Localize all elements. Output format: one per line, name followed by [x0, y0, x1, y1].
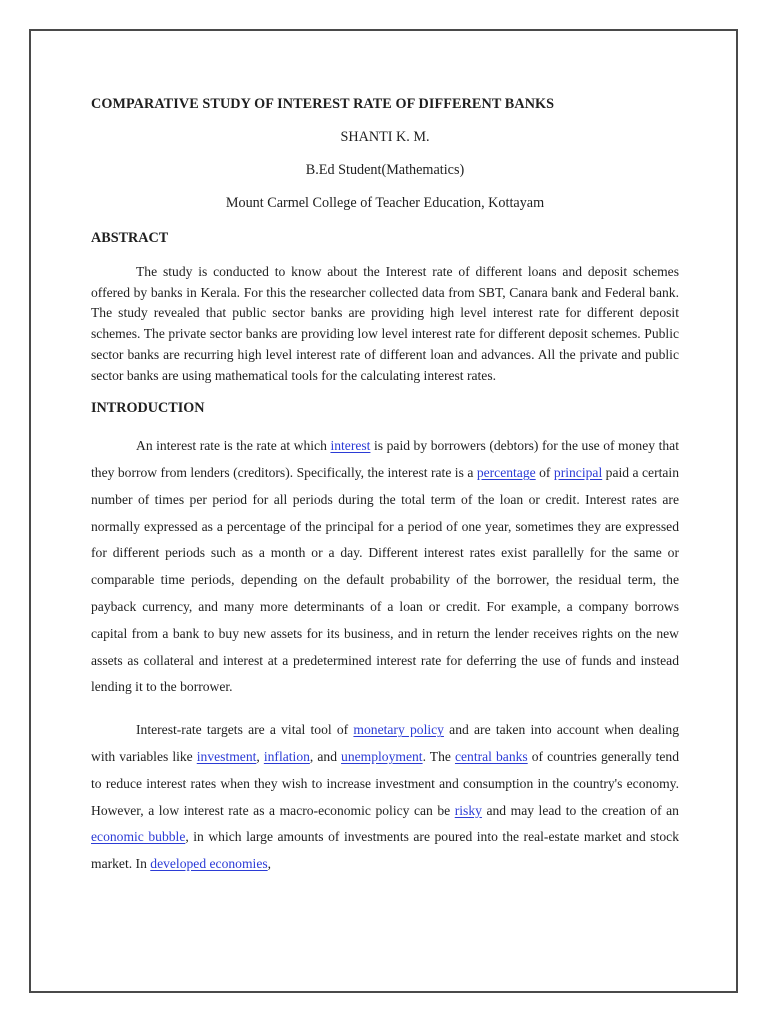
author-institution: Mount Carmel College of Teacher Education, Kottayam — [225, 195, 545, 211]
paragraph-text: . The — [422, 748, 455, 764]
paragraph-text: paid a certain number of times per period for all periods during the total term of the loan or credit. Interest rates are normally expressed as a percentage of the principal for a period of one year, sometimes they are expressed for different periods such as a month or a day. Different interest rates exist parallelly for the same or comparable time periods, depending on the default probability of the borrower, the residual term, the payback currency, and many more determinants of a loan or credit. For example, a company borrows capital from a bank to buy new assets for its business, and in return the lender receives rights on the new assets as collateral and interest at a predetermined interest rate for deferring the use of funds and instead lending it to the borrower. — [91, 465, 679, 695]
link-interest[interactable]: interest — [330, 438, 371, 454]
abstract-paragraph: The study is conducted to know about the Interest rate of different loans and deposit schemes offered by banks in Kerala. For this the researcher collected data from SBT, Canara bank and Federal bank. The study revealed that public sector banks are providing high level interest rate for different deposit schemes. The private sector banks are providing low level interest rate for different deposit schemes. Public sector banks are recurring high level interest rate of different loan and advances. All the private and public sector banks are using mathematical tools for the calculating interest rates. — [91, 264, 679, 383]
paragraph-text: of — [535, 465, 554, 481]
paragraph-text: An interest rate is the rate at which — [136, 438, 331, 454]
abstract-heading: ABSTRACT — [91, 230, 169, 246]
document-page — [29, 29, 738, 993]
paragraph-text: and are taken into account when dealing with variables like — [91, 722, 679, 764]
introduction-paragraph-2 — [91, 717, 679, 878]
document-content — [91, 91, 679, 878]
introduction-heading: INTRODUCTION — [91, 400, 205, 417]
author-name: SHANTI K. M. — [340, 129, 430, 145]
link-inflation[interactable]: inflation — [263, 748, 310, 764]
document-title: COMPARATIVE STUDY OF INTEREST RATE OF DIFFERENT BANKS — [91, 96, 555, 112]
link-unemployment[interactable]: unemployment — [341, 748, 423, 764]
link-principal[interactable]: principal — [553, 465, 603, 481]
link-monetary-policy[interactable]: monetary policy — [353, 722, 444, 738]
paragraph-text: , in which large amounts of investments are poured into the real-estate market and stock market. In — [91, 829, 679, 872]
paragraph-text: , — [256, 748, 264, 764]
link-central-banks[interactable]: central banks — [454, 748, 528, 764]
paragraph-text: of countries generally tend to reduce interest rates when they wish to increase investment and consumption in the country's economy. However, a low interest rate as a macro-economic policy can be — [91, 748, 679, 818]
link-economic-bubble[interactable]: economic bubble — [91, 829, 186, 845]
author-role: B.Ed Student(Mathematics) — [305, 162, 465, 178]
link-percentage[interactable]: percentage — [476, 465, 536, 481]
paragraph-text: , — [267, 856, 272, 872]
paragraph-text: Interest-rate targets are a vital tool of — [136, 722, 354, 738]
link-developed-economies[interactable]: developed economies — [150, 856, 268, 872]
paragraph-text: , and — [309, 748, 342, 764]
link-risky[interactable]: risky — [454, 802, 482, 818]
paragraph-text: is paid by borrowers (debtors) for the use of money that they borrow from lenders (creditors). Specifically, the interest rate is a — [91, 438, 679, 481]
paragraph-text: and may lead to the creation of an — [481, 802, 679, 818]
link-investment[interactable]: investment — [196, 748, 257, 764]
introduction-paragraph-1 — [91, 433, 679, 701]
